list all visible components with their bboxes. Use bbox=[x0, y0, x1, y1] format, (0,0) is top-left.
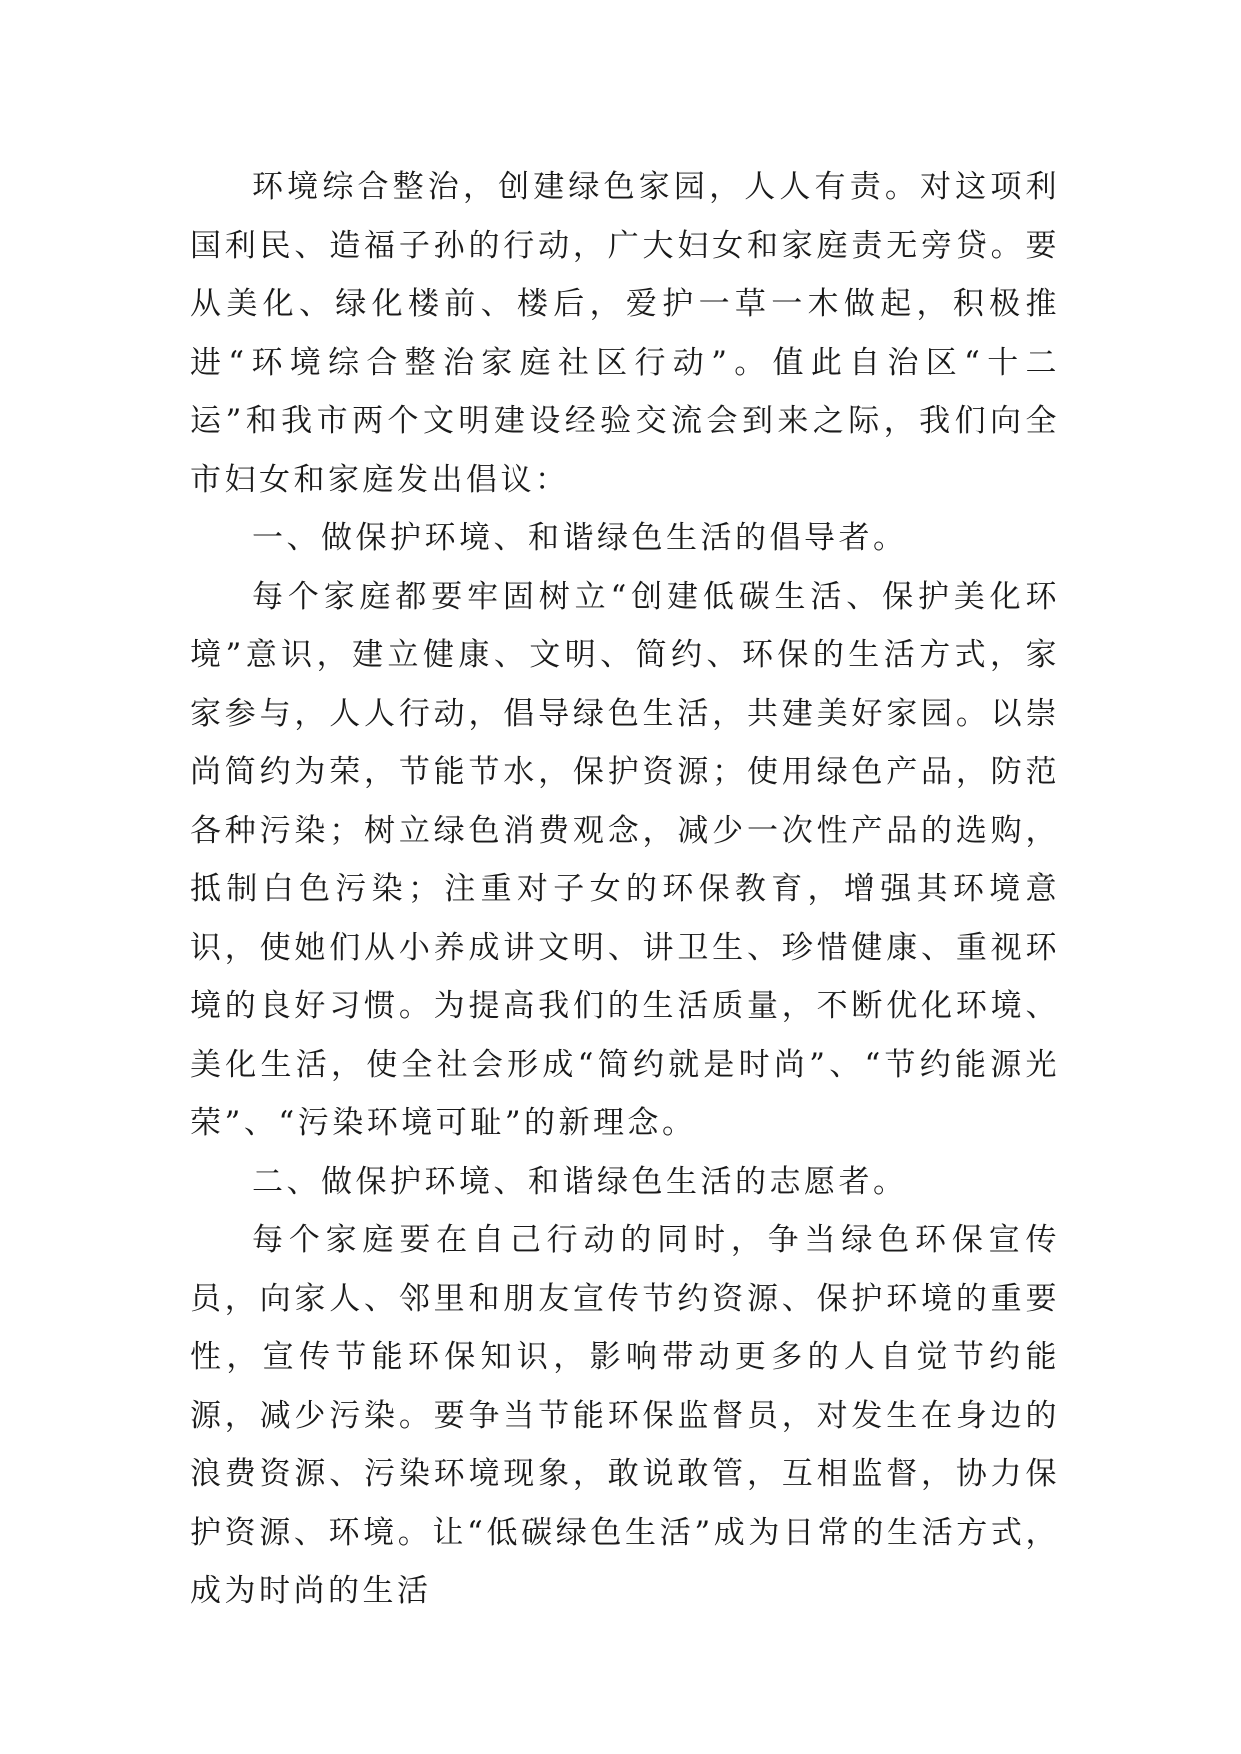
document-body bbox=[190, 158, 1060, 1621]
paragraph-section-one: 每个家庭都要牢固树立“创建低碳生活、保护美化环境”意识，建立健康、文明、简约、环保的生活方式，家家参与，人人行动，倡导绿色生活，共建美好家园。以崇尚简约为荣，节能节水，保护资源；使用绿色产品，防范各种污染；树立绿色消费观念，减少一次性产品的选购，抵制白色污染；注重对子女的环保教育，增强其环境意识，使她们从小养成讲文明、讲卫生、珍惜健康、重视环境的良好习惯。为提高我们的生活质量，不断优化环境、美化生活，使全社会形成“简约就是时尚”、“节约能源光荣”、“污染环境可耻”的新理念。 bbox=[190, 578, 1060, 1141]
paragraph-heading-one: 一、做保护环境、和谐绿色生活的倡导者。 bbox=[252, 520, 908, 556]
paragraph-section-two: 每个家庭要在自己行动的同时，争当绿色环保宣传员，向家人、邻里和朋友宣传节约资源、保护环境的重要性，宣传节能环保知识，影响带动更多的人自觉节约能源，减少污染。要争当节能环保监督员，对发生在身边的浪费资源、污染环境现象，敢说敢管，互相监督，协力保护资源、环境。让“低碳绿色生活”成为日常的生活方式，成为时尚的生活 bbox=[190, 1222, 1060, 1609]
paragraph-heading-two: 二、做保护环境、和谐绿色生活的志愿者。 bbox=[252, 1163, 908, 1200]
paragraph-intro: 环境综合整治，创建绿色家园，人人有责。对这项利国利民、造福子孙的行动，广大妇女和家庭责无旁贷。要从美化、绿化楼前、楼后，爱护一草一木做起，积极推进“环境综合整治家庭社区行动”。值此自治区“十二运”和我市两个文明建设经验交流会到来之际，我们向全市妇女和家庭发出倡议： bbox=[190, 169, 1060, 498]
